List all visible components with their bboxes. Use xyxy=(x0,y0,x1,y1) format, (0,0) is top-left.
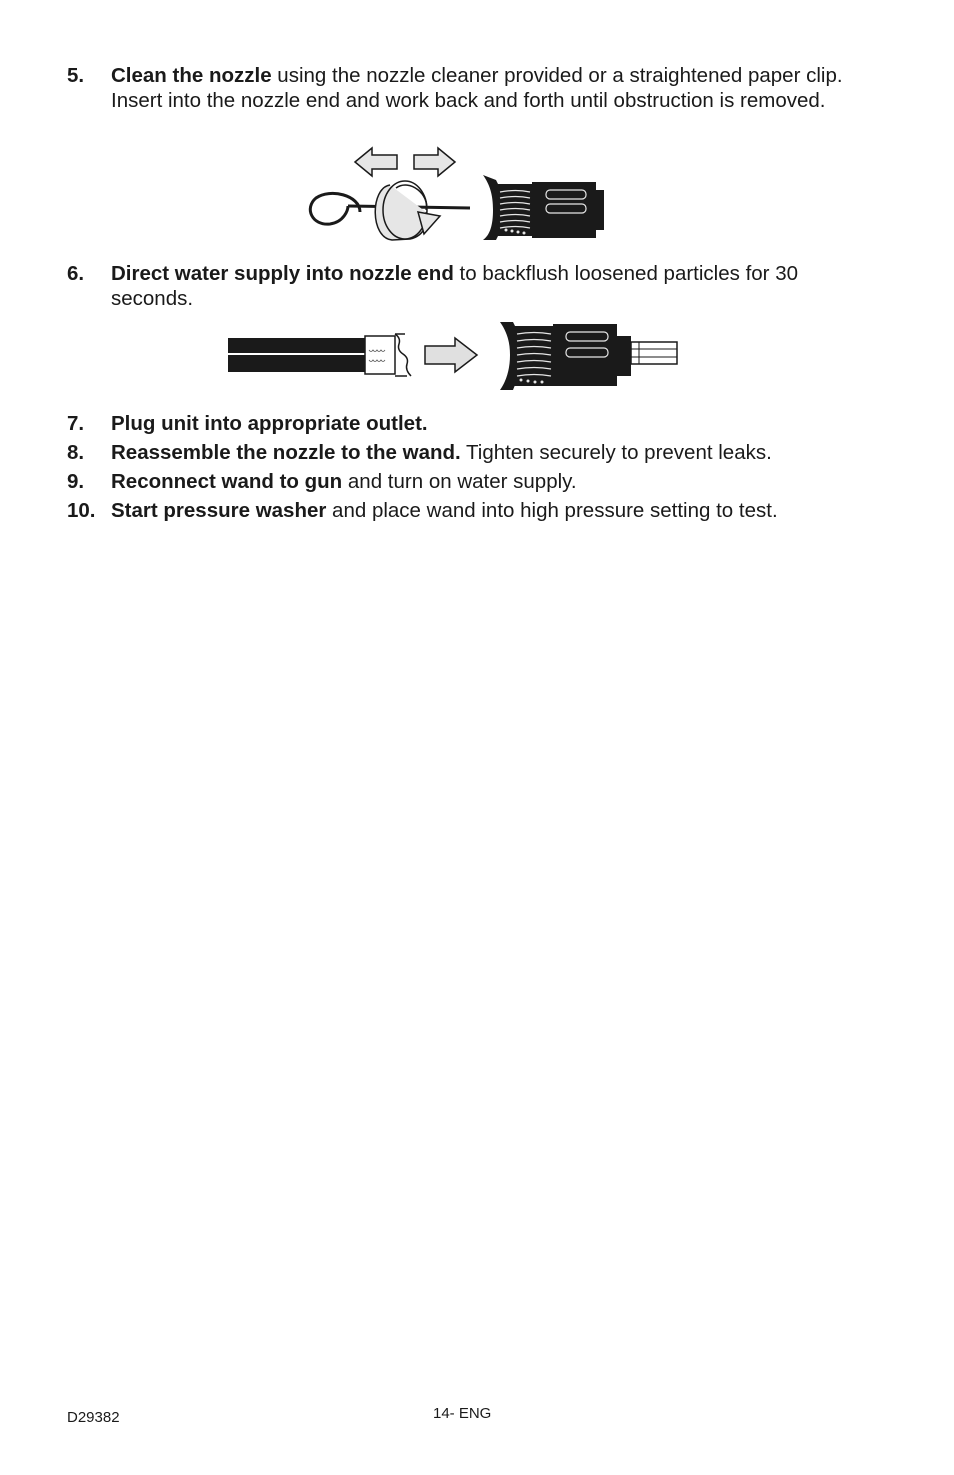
nozzle-icon xyxy=(500,322,677,390)
step-number: 8. xyxy=(67,441,85,464)
step-number: 10. xyxy=(67,499,96,522)
step-text xyxy=(111,63,867,113)
doc-code: D29382 xyxy=(67,1409,120,1426)
backflush-illustration xyxy=(225,318,685,393)
step-8 xyxy=(67,440,867,465)
step-text xyxy=(111,411,867,436)
step-text xyxy=(111,469,867,494)
step-title: Plug unit into appropriate outlet. xyxy=(111,412,428,435)
step-description: Tighten securely to prevent leaks. xyxy=(460,441,772,464)
step-description: using the nozzle cleaner provided or a straightened paper clip. Insert into the nozzle end and work back and forth until obstruction is removed. xyxy=(111,64,843,112)
step-10 xyxy=(67,498,867,523)
rotate-arrow-icon xyxy=(375,181,440,240)
step-description: to backflush loosened particles for 30 seconds. xyxy=(111,262,799,310)
nozzle-cleaning-illustration xyxy=(300,140,620,250)
page-number: 14- ENG xyxy=(433,1405,492,1422)
step-9 xyxy=(67,469,867,494)
step-text xyxy=(111,440,867,465)
step-title: Direct water supply into nozzle end xyxy=(111,262,454,285)
step-description: and place wand into high pressure setting to test. xyxy=(326,499,778,522)
nozzle-icon xyxy=(483,175,604,240)
back-forth-arrows-icon xyxy=(355,148,455,176)
step-text xyxy=(111,498,867,523)
step-description: and turn on water supply. xyxy=(342,470,577,493)
step-text xyxy=(111,261,867,311)
step-number: 6. xyxy=(67,262,85,285)
step-7 xyxy=(67,411,867,436)
step-title: Reconnect wand to gun xyxy=(111,470,343,493)
step-number: 7. xyxy=(67,412,85,435)
step-number: 9. xyxy=(67,470,85,493)
step-5 xyxy=(67,63,867,113)
flow-arrow-icon xyxy=(425,338,477,372)
step-title: Reassemble the nozzle to the wand. xyxy=(111,441,461,464)
step-number: 5. xyxy=(67,64,85,87)
step-title: Start pressure washer xyxy=(111,499,327,522)
step-title: Clean the nozzle xyxy=(111,64,272,87)
step-6 xyxy=(67,261,867,311)
garden-hose-icon xyxy=(228,334,411,376)
